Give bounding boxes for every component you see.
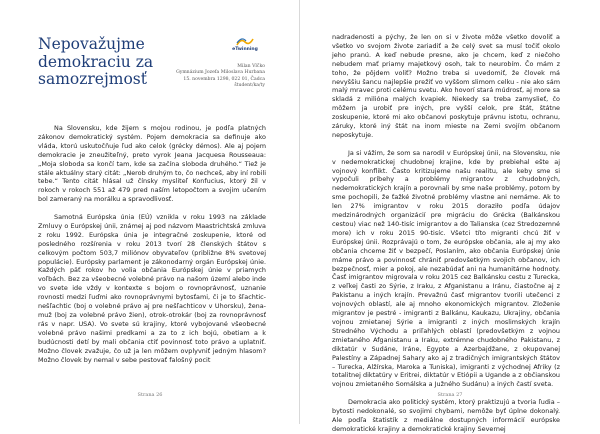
page-number-left: Strana 26: [137, 392, 163, 398]
school-address: 15. novembra 1298, 022 01, Čadca: [183, 76, 265, 82]
paragraph: Ja si vážim, že som sa narodil v Európskej únii, na Slovensku, nie v nedemokratickej chudobnej krajine, kde by prebiehal ešte aj vojnový konflikt. Často kritizujeme našu realitu, ale keby sme si vypočuli príbehy a problémy migrantov z chudobných, nedemokratických krajín a porovnali by sme naše problémy, potom by sme pochopili, že ťažké životné problémy vlastne ani nemáme. Ak to len 27% imigrantov v roku 2015 doraziło podľa údajov medzinárodných organizácií pre migráciu do Grécka (Balkánskou cestou) viac než 140-tisíc imigrantov a do Talianska (cez Stredozemné more) ich v roku 2015 90-tisíc. Všetci títo migranti chcú žiť v Európskej únii. Rozprávajú o tom, že európske občania, ale aj my ako občania chceme žiť v bezpečí, Poslaním, ako občania Európskej únie máme právo a povinnosť chrániť predovšetkým svojich občanov, ich bezpečnosť, mier a pokoj, ale nezabúdať ani na humanitárne hodnoty. Časť imigrantov migrovala v roku 2015 cez Balkánsku cestu z Turecka, z veľkej časti zo Sýrie, z Iraku, z Afganistanu a Iránu, čiastočne aj z Pakistanu a iných krajín. Prevažnú časť migrantov tvorili utečenci z vojnových oblastí, ale aj mnoho ekonomických migrantov. Zloženie migrantov je pestré - imigranti z Balkánu, Kaukazu, Ukrajiny, občania vojnou zmietanej Sýrie a imigranti z iných moslimských krajín Stredného Východu a priľahlých oblastí (predovšetkým z vojnou zmietaného Afganistanu a Iraku, extrémne chudobného Pakistanu, z diktatúr v Sudáne, Iráne, Egypte a Azerbajdžane, z okupovanej Palestíny a Západnej Sahary ako aj z tradičných imigrantských štátov – Turecka, Alžírska, Maroka a Tuniska), imigranti z východnej Afriky (z totalitnej diktatúry v Eritrei, diktatúr v Etiópii a Ugande a z občianskou vojnou zmietaného Somálska a Južného Sudánu) a iných častí sveta.: [332, 148, 560, 389]
right-body-text: [332, 33, 560, 434]
logo-text: eTwinning: [232, 47, 258, 52]
etwinning-logo: [230, 37, 260, 52]
paragraph: Samotná Európska únia (EÚ) vznikla v roku 1993 na základe Zmluvy o Európskej únii, známej aj pod názvom Maastrichtská zmluva z roku 1992. Európska únia je integračné zoskupenie, ktoré od posledného rozšírenia v roku 2013 tvorí 28 členských štátov s celkovým počtom 503,7 miliónov obyvateľov (približne 8% svetovej populácie). Európsky parlament je zákonodarný orgán Európskej únie. Každých päť rokov ho volia občania Európskej únie v priamych voľbách. Bez za všeobecné volebné právo na našom území alebo inde vo svete ide vždy v kontexte s bojom o rovnoprávnosť, uznanie rovnosti medzi ľuďmi ako rovnoprávnymi bytosťami, či je to šľachtic-nešľachtic (boj o volebné právo aj pre nešľachticov v Uhorsku), žena-muž (boj za volebné právo žien), otrok-otrokár (boj za rovnoprávnosť rás v napr. USA). Vo svete sú krajiny, ktoré vybojované všeobecné volebné právo našimi predkami a za to z ich bojú, obetiam a k budúcnosti detí by mali občania ctiť povinnosť toto právo a uplatniť. Možno človek zvažuje, čo už ja len môžem ovplyvniť jedným hlasom? Možno človek by nemal v sebe pestovať falošný pocit: [38, 213, 266, 364]
left-body-text: [38, 124, 266, 364]
left-page: [0, 0, 300, 424]
school-name: Gymnázium Jozefa Miloslava Hurbana: [176, 70, 265, 76]
paragraph: Demokracia ako politický systém, ktorý praktizujú a tvoria ľudia – bytosti nedokonalé, so svojimi chybami, nemôže byť úplne dokonalý. Ale podľa štatistík z mediálne dostupných informácií európske demokratické krajiny a demokratické krajiny Severnej: [332, 398, 560, 433]
etwinning-logo-icon: [235, 37, 255, 47]
author-name: Milan Vlčko: [237, 64, 265, 69]
author-role: študent/ka/ty: [234, 83, 265, 89]
author-meta: [165, 64, 265, 90]
paragraph: Na Slovensku, kde žijem s mojou rodinou, je podľa platných zákonov demokratický systém. Pojem demokracia sa definuje ako vláda, ktorú uskutočňuje ľud ako celok (grécky démos). Ale aj pojem demokracie je zneužiteľný, preto vyrok Jeana Jacquesa Rousseaua: „Moja sloboda sa končí tam, kde sa začína sloboda druhého.“ Tiež je stále aktuálny starý citát: „Nerob druhým to, čo nechceš, aby iní robili tebe.“ Tento citát hlásal už čínsky mysliteľ Konfucius, ktorý žil v rokoch v rokoch 551 až 479 pred naším letopočtom a svojim učením bol zameraný na morálku a spravodlivosť.: [38, 124, 266, 204]
page-number-right: Strana 27: [437, 392, 463, 398]
paragraph: nadradenosti a pýchy, že len on si v živote môže všetko dovoliť a všetko vo svojom živote zariadiť a že celý svet sa musí točiť okolo jeho pranú. A keď nebude presne, ako je chcem, keď z niečoho nebudem mať priamy majetkový osoh, tak to neurobím. Čo mám z toho, že pôjdem voliť? Možno treba si uvedomiť, že človek má nevyššiu šancu najlepšie prežiť vo vyššom slimom celku - nie ako sám malý mravec proti celému svetu. Ako hovorí stará múdrosť, aj more sa skladá z milióna malých kvapiek. Niekedy sa treba zamyslieť, čo môžem ja urobiť pre iných, pre vyšší celok, pre štát, štátne zoskupenie, ktoré mi ako občanovi poskytuje právnu istotu, ochranu, záruky, ktoré iný štát na inom mieste na Zemi svojím občanom neposkytuje.: [332, 33, 560, 139]
article-title: Nepovažujme demokraciu za samozrejmosť: [38, 35, 154, 88]
